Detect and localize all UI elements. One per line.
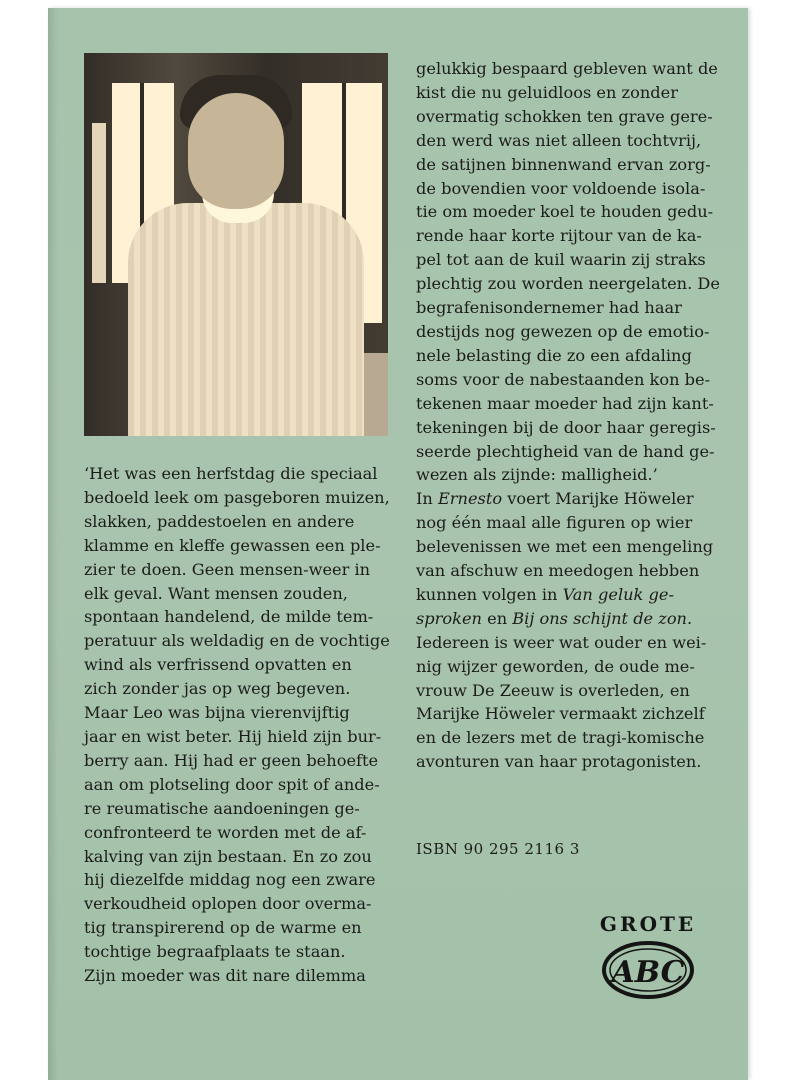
blurb-line: van afschuw en meedogen hebben	[416, 561, 700, 581]
text-line: rende haar korte rijtour van de ka-	[416, 226, 702, 246]
publisher-logo	[596, 912, 700, 1004]
text-line: de satijnen binnenwand ervan zorg-	[416, 154, 711, 174]
blurb-line: In Ernesto voert Marijke Höweler	[416, 489, 694, 509]
text-line: wezen als zijnde: malligheid.’	[416, 465, 658, 485]
logo-mark: ABC	[611, 955, 685, 990]
text-line: tekenen maar moeder had zijn kant-	[416, 393, 714, 413]
blurb-line: kunnen volgen in Van geluk ge-	[416, 584, 674, 604]
text-line: Maar Leo was bijna vierenvijftig	[84, 703, 350, 723]
book-title: Van geluk ge-	[562, 584, 674, 604]
text-line: tekeningen bij de door haar geregis-	[416, 417, 716, 437]
abc-logo-icon	[600, 936, 696, 1002]
excerpt-right-column	[416, 57, 746, 774]
blurb-line: nig wijzer geworden, de oude me-	[416, 656, 695, 676]
text-line: tochtige begraafplaats te staan.	[84, 942, 346, 962]
text-line: bedoeld leek om pasgeboren muizen,	[84, 487, 390, 507]
text-line: den werd was niet alleen tochtvrij,	[416, 130, 702, 150]
text-line: verkoudheid oplopen door overma-	[84, 894, 372, 914]
text-line: ‘Het was een herfstdag die speciaal	[84, 464, 378, 483]
text-line: zier te doen. Geen mensen-weer in	[84, 559, 371, 579]
text-line: seerde plechtigheid van de hand ge-	[416, 441, 715, 461]
text-line: re reumatische aandoeningen ge-	[84, 798, 360, 818]
text-line: jaar en wist beter. Hij hield zijn bur-	[84, 726, 382, 746]
blurb-line: belevenissen we met een mengeling	[416, 537, 714, 557]
blurb-line: nog één maal alle figuren op wier	[416, 513, 693, 533]
text-line: spontaan handelend, de milde tem-	[84, 607, 374, 627]
blurb-line: vrouw De Zeeuw is overleden, en	[416, 680, 690, 700]
text-line: plechtig zou worden neergelaten. De	[416, 274, 720, 294]
logo-word: GROTE	[599, 912, 697, 936]
book-title: Ernesto	[437, 489, 503, 509]
text-line: gelukkig bespaard gebleven want de	[416, 59, 718, 78]
book-title: sproken	[416, 608, 482, 628]
blurb-line: sproken en Bij ons schijnt de zon.	[416, 608, 693, 628]
text-line: nele belasting die zo een afdaling	[416, 345, 692, 365]
text-line: destijds nog gewezen op de emotio-	[416, 321, 710, 341]
text-line: de bovendien voor voldoende isola-	[416, 178, 706, 198]
text-line: soms voor de nabestaanden kon be-	[416, 369, 711, 389]
text-line: peratuur als weldadig en de vochtige	[84, 631, 390, 651]
spine-shadow	[48, 8, 58, 1080]
text-line: berry aan. Hij had er geen behoefte	[84, 750, 379, 770]
text-line: tig transpirerend op de warme en	[84, 918, 362, 938]
isbn-number: ISBN 90 295 2116 3	[416, 840, 580, 858]
text-line: elk geval. Want mensen zouden,	[84, 583, 348, 603]
text-line: overmatig schokken ten grave gere-	[416, 106, 713, 126]
text-line: tie om moeder koel te houden gedu-	[416, 202, 714, 222]
excerpt-left-column	[84, 462, 404, 988]
blurb-line: Marijke Höweler vermaakt zichzelf	[416, 704, 705, 724]
text-line: zich zonder jas op weg begeven.	[84, 679, 351, 699]
text-line: kist die nu geluidloos en zonder	[416, 82, 678, 102]
blurb-line: en de lezers met de tragi-komische	[416, 728, 705, 748]
text-line: klamme en kleffe gewassen een ple-	[84, 535, 381, 555]
text-line: pel tot aan de kuil waarin zij straks	[416, 250, 706, 270]
text-line: confronteerd te worden met de af-	[84, 822, 367, 842]
text-line: aan om plotseling door spit of ande-	[84, 774, 380, 794]
text-line: hij diezelfde middag nog een zware	[84, 870, 376, 890]
blurb-line: Iedereen is weer wat ouder en wei-	[416, 632, 707, 652]
text-line: begrafenisondernemer had haar	[416, 298, 682, 318]
text-line: Zijn moeder was dit nare dilemma	[84, 966, 366, 986]
text-line: kalving van zijn bestaan. En zo zou	[84, 846, 372, 866]
author-photo	[84, 53, 388, 436]
blurb-line: avonturen van haar protagonisten.	[416, 752, 702, 772]
text-line: slakken, paddestoelen en andere	[84, 511, 355, 531]
text-line: wind als verfrissend opvatten en	[84, 655, 352, 675]
book-title: Bij ons schijnt de zon.	[512, 608, 693, 628]
